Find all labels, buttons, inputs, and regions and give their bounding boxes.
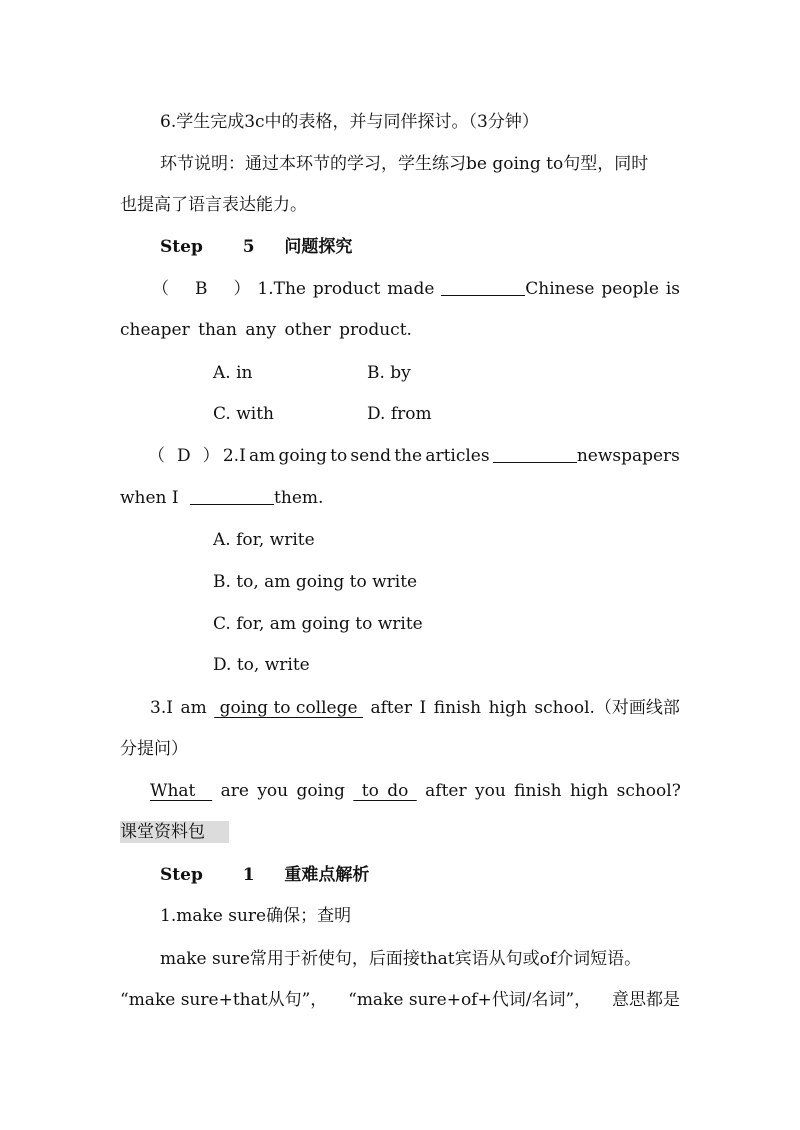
q1-word: people bbox=[601, 279, 659, 299]
structure-of-noun: “make sure+of+代词/名词”， bbox=[348, 990, 592, 1010]
step6-instruction: 6.学生完成3c中的表格，并与同伴探讨。（3分钟） bbox=[160, 112, 539, 132]
q2-blank-2[interactable] bbox=[190, 486, 274, 505]
q2-word: 2.I bbox=[222, 446, 246, 466]
q3-answer-what: What bbox=[150, 781, 213, 801]
structure-meaning: 意思都是 bbox=[612, 990, 680, 1010]
q1-answer: B bbox=[195, 279, 208, 299]
step1-number: 1 bbox=[242, 865, 255, 885]
q1-option-a[interactable]: A. in bbox=[213, 363, 253, 383]
section-header bbox=[120, 820, 800, 844]
make-sure-explanation: make sure常用于祈使句，后面接that宾语从句或of介词短语。 bbox=[160, 949, 642, 969]
q3-word: I bbox=[419, 698, 427, 718]
q2-word: articles bbox=[425, 446, 490, 466]
q2-word: going bbox=[278, 446, 327, 466]
q3-answer-todo: to do bbox=[353, 781, 417, 801]
q1-word: is bbox=[665, 279, 680, 299]
q1-option-d[interactable]: D. from bbox=[367, 404, 432, 424]
step5-word: Step bbox=[160, 237, 203, 257]
question-2 bbox=[148, 444, 680, 468]
q3-word: school.（对画线部 bbox=[534, 698, 680, 718]
q2-answer-paren: （ D ） bbox=[148, 446, 220, 466]
q2-answer: D bbox=[177, 446, 191, 466]
q3-word: finish bbox=[433, 698, 482, 718]
step1-word: Step bbox=[160, 865, 203, 885]
q1-blank[interactable] bbox=[441, 277, 525, 296]
q2-word: am bbox=[249, 446, 276, 466]
question-1 bbox=[152, 277, 680, 301]
q3-continued: 分提问） bbox=[120, 739, 188, 759]
q2-cont-a: when I bbox=[120, 488, 179, 508]
q1-continued: cheaper than any other product. bbox=[120, 320, 412, 340]
q2-word: the bbox=[394, 446, 423, 466]
q1-option-b[interactable]: B. by bbox=[367, 363, 411, 383]
question-3 bbox=[150, 696, 680, 720]
structure-that-clause: “make sure+that从句”， bbox=[120, 990, 328, 1010]
q2-option-d[interactable]: D. to, write bbox=[213, 655, 310, 675]
q3-answer bbox=[150, 779, 800, 803]
step5-heading bbox=[160, 235, 800, 259]
q1-word: made bbox=[387, 279, 435, 299]
q2-blank-word: newspapers bbox=[493, 444, 680, 468]
q3-word: am bbox=[180, 698, 207, 718]
section-note: 环节说明：通过本环节的学习，学生练习be going to句型，同时 bbox=[160, 154, 649, 174]
step5-title: 问题探究 bbox=[284, 237, 353, 257]
q2-option-a[interactable]: A. for, write bbox=[213, 530, 315, 550]
q3-word: 3.I bbox=[150, 698, 173, 718]
step1-heading bbox=[160, 863, 800, 887]
q3-underlined-phrase: going to college bbox=[214, 698, 363, 718]
step5-number: 5 bbox=[242, 237, 255, 257]
q1-answer-paren: （ B ） bbox=[152, 279, 251, 299]
q2-cont-b: them. bbox=[274, 488, 324, 508]
q3-word: high bbox=[488, 698, 527, 718]
q2-continued bbox=[120, 486, 800, 510]
q1-option-c[interactable]: C. with bbox=[213, 404, 274, 424]
q1-blank-word: Chinese bbox=[441, 277, 594, 301]
q2-word: to bbox=[330, 446, 348, 466]
q2-option-c[interactable]: C. for, am going to write bbox=[213, 614, 423, 634]
make-sure-structures bbox=[120, 988, 680, 1012]
q1-word: 1.The bbox=[257, 279, 306, 299]
section-note-continued: 也提高了语言表达能力。 bbox=[120, 195, 307, 215]
q2-option-b[interactable]: B. to, am going to write bbox=[213, 572, 418, 592]
q1-word: product bbox=[312, 279, 381, 299]
q3-answer-end: after you finish high school? bbox=[416, 781, 681, 801]
make-sure-heading: 1.make sure确保；查明 bbox=[160, 906, 352, 926]
q3-word: after bbox=[370, 698, 412, 718]
step1-title: 重难点解析 bbox=[284, 865, 370, 885]
q2-blank-1[interactable] bbox=[493, 444, 577, 463]
q3-answer-mid: are you going bbox=[212, 781, 354, 801]
q2-word: send bbox=[350, 446, 392, 466]
section-title: 课堂资料包 bbox=[120, 821, 229, 843]
